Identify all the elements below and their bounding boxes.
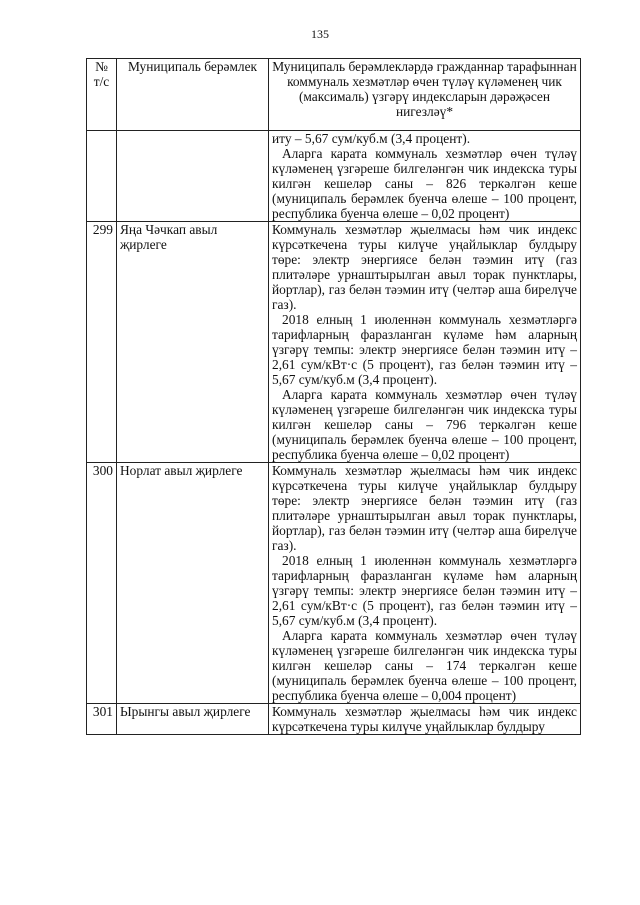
paragraph: Аларга карата коммуналь хезмәтләр өчен түләү күләменең үзгәреше билгеләнгән чик индекска туры килгән кешеләр саны – 174 теркәлгән кеше (муниципаль берәмлек буенча өлеше – 100 процент, республика буенча өлеше – 0,004 процент) [272, 628, 577, 703]
cell-name: Норлат авыл җирлеге [117, 463, 269, 704]
cell-number: 299 [87, 222, 117, 463]
table-row-continuation [87, 131, 581, 222]
table-row-301 [87, 704, 581, 735]
header-justification: Муниципаль берәмлекләрдә гражданнар тарафыннан коммуналь хезмәтләр өчен түләү күләменең чик (максималь) үзгәрү индексларын дәрәҗәсен нигезләү* [269, 59, 581, 131]
table-header-row [87, 59, 581, 131]
cell-number: 301 [87, 704, 117, 735]
paragraph: 2018 елның 1 июленнән коммуналь хезмәтләргә тарифларның фаразланган күләме һәм аларның үзгәрү темпы: электр энергиясе белән тәэмин итү – 2,61 сум/кВт·с (5 процент), газ белән тәэмин итү – 5,67 сум/куб.м (3,4 процент). [272, 553, 577, 628]
cell-text [269, 222, 581, 463]
cell-number [87, 131, 117, 222]
paragraph: иту – 5,67 сум/куб.м (3,4 процент). [272, 131, 471, 146]
paragraph: Коммуналь хезмәтләр җыелмасы һәм чик индекс күрсәткечена туры килүче уңайлыклар булдыру төре: электр энергиясе белән тәэмин итү (газ плитәләре урнаштырылган авыл торак пунктлары, йортлар), газ белән тәэмин итү (челтәр аша бирелүче газ). [272, 222, 577, 312]
table-row-299 [87, 222, 581, 463]
paragraph: Аларга карата коммуналь хезмәтләр өчен түләү күләменең үзгәреше билгеләнгән чик индекска туры килгән кешеләр саны – 826 теркәлгән кеше (муниципаль берәмлек буенча өлеше – 100 процент, республика буенча өлеше – 0,02 процент) [272, 146, 577, 221]
cell-text [269, 704, 581, 735]
cell-text [269, 463, 581, 704]
cell-text [269, 131, 581, 222]
paragraph: Коммуналь хезмәтләр җыелмасы һәм чик индекс күрсәткечена туры килүче уңайлыклар булдыру төре: электр энергиясе белән тәэмин итү (газ плитәләре урнаштырылган авыл торак пунктлары, йортлар), газ белән тәэмин итү (челтәр аша бирелүче газ). [272, 463, 577, 553]
header-municipality: Муниципаль берәмлек [117, 59, 269, 131]
paragraph: 2018 елның 1 июленнән коммуналь хезмәтләргә тарифларның фаразланган күләме һәм аларның үзгәрү темпы: электр энергиясе белән тәэмин итү – 2,61 сум/кВт·с (5 процент), газ белән тәэмин итү – 5,67 сум/куб.м (3,4 процент). [272, 312, 577, 387]
cell-name [117, 131, 269, 222]
cell-number: 300 [87, 463, 117, 704]
page-number: 135 [311, 27, 329, 41]
header-number: № т/с [87, 59, 117, 131]
paragraph: Коммуналь хезмәтләр җыелмасы һәм чик индекс күрсәткечена туры килүче уңайлыклар булдыру [272, 704, 577, 734]
paragraph: Аларга карата коммуналь хезмәтләр өчен түләү күләменең үзгәреше билгеләнгән чик индекска туры килгән кешеләр саны – 796 теркәлгән кеше (муниципаль берәмлек буенча өлеше – 100 процент, республика буенча өлеше – 0,02 процент) [272, 387, 577, 462]
cell-name: Яңа Чәчкап авыл җирлеге [117, 222, 269, 463]
cell-name: Ырынгы авыл җирлеге [117, 704, 269, 735]
data-table [86, 58, 581, 735]
table-row-300 [87, 463, 581, 704]
